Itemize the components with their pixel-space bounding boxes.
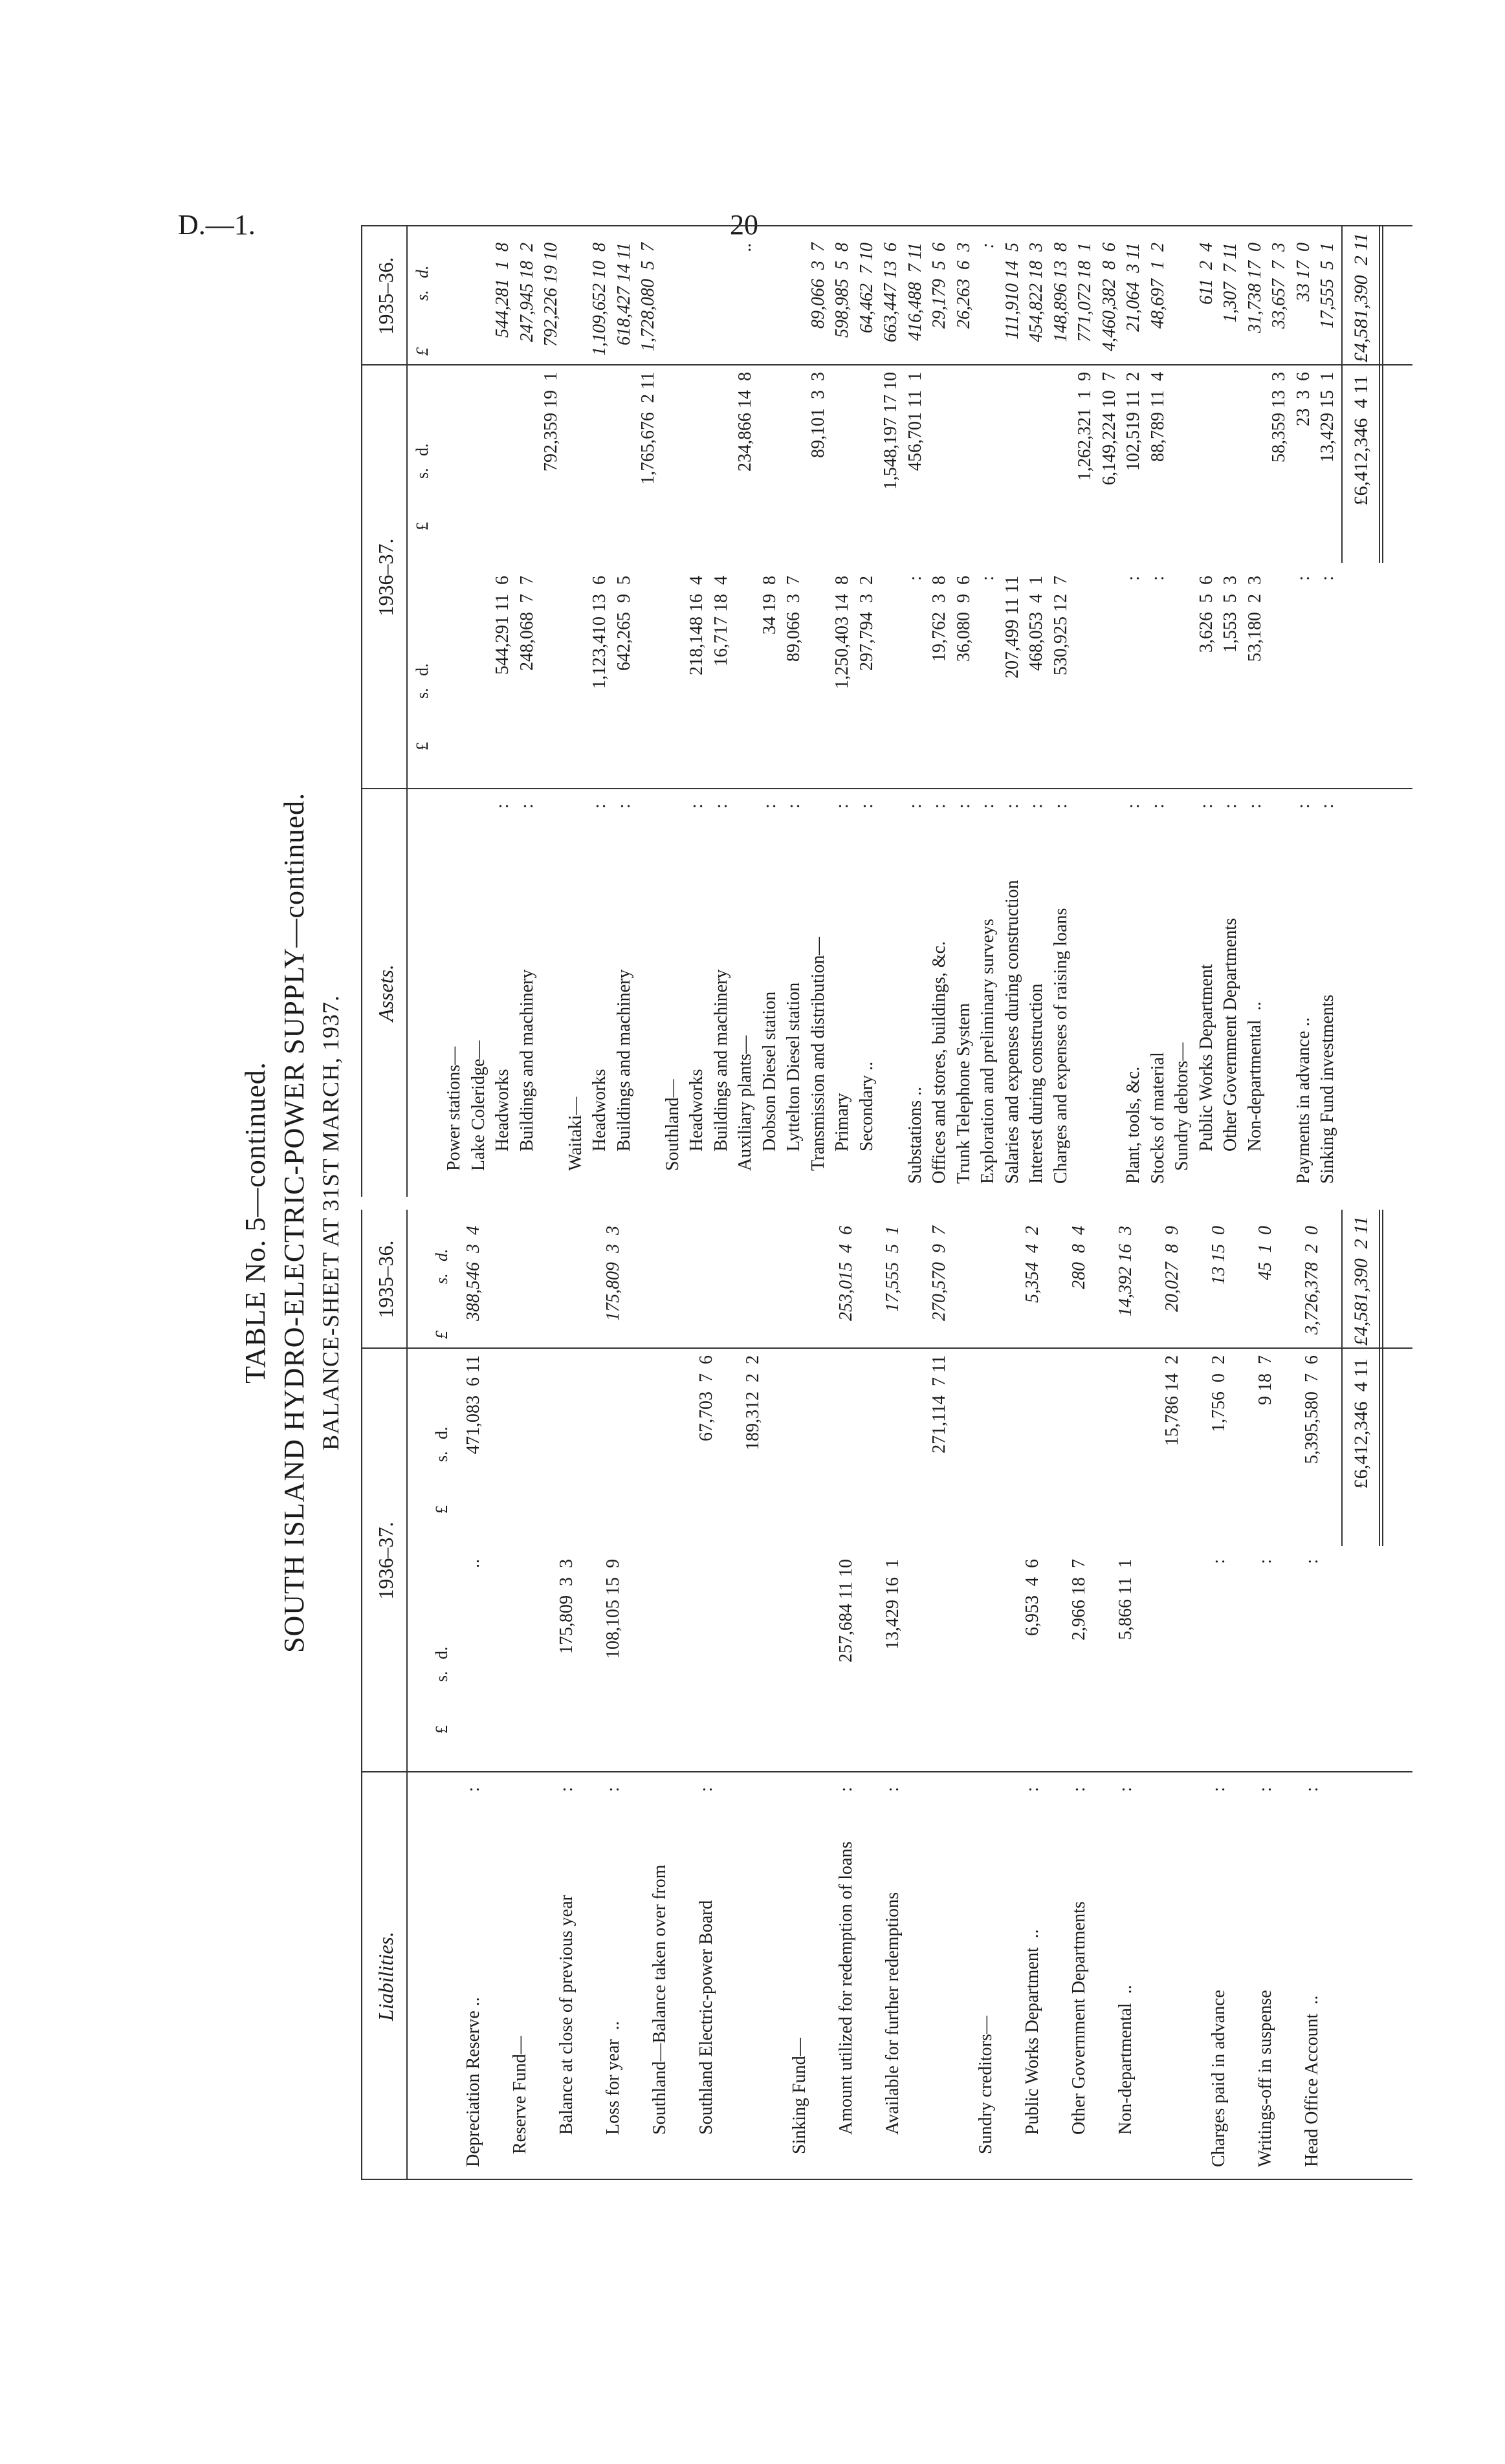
row-dots: :	[1115, 1787, 1136, 1792]
row-dots: :	[463, 1787, 483, 1792]
row-prev: 663,447 13 6	[881, 243, 901, 342]
row-inner: :	[978, 576, 998, 581]
row-outer: 9 18 7	[1255, 1355, 1275, 1405]
unit-label: £	[432, 1331, 451, 1339]
row-outer: 471,083 6 11	[463, 1355, 483, 1454]
row-dots: :	[1026, 803, 1046, 809]
document-reference: D.—1.	[178, 209, 256, 241]
total-double-rule	[1379, 1210, 1380, 1546]
row-prev: 20,027 8 9	[1162, 1226, 1182, 1312]
column-rule	[361, 1347, 1412, 1349]
row-label: Charges paid in advance	[1209, 1990, 1229, 2167]
liabilities-table	[361, 1210, 1412, 2180]
row-prev: 31,738 17 0	[1244, 243, 1265, 333]
row-prev: 111,910 14 5	[1002, 243, 1022, 340]
row-inner: ..	[463, 1559, 483, 1568]
row-dots: :	[492, 803, 512, 809]
row-outer: 23 3 6	[1293, 372, 1313, 426]
row-label: Headworks	[687, 1069, 707, 1151]
assets-table	[361, 226, 1412, 1197]
row-inner: 2,966 18 7	[1069, 1559, 1089, 1641]
row-label: Public Works Department ..	[1022, 1929, 1042, 2135]
row-inner: 257,684 11 10	[836, 1559, 856, 1663]
total-double-rule	[1379, 226, 1380, 563]
unit-label: s.	[432, 1273, 451, 1284]
column-heading-1936-37: 1936–37.	[374, 538, 397, 616]
row-inner: 530,925 12 7	[1050, 576, 1071, 675]
row-prev: 13 15 0	[1209, 1226, 1229, 1285]
column-heading-liabilities: Liabilities.	[374, 1932, 397, 2021]
row-inner: 248,068 7 7	[516, 576, 537, 671]
row-prev: 3,726,378 2 0	[1302, 1226, 1322, 1335]
row-dots: :	[929, 803, 949, 809]
row-prev: 1,728,080 5 7	[638, 243, 658, 351]
row-dots: :	[1317, 803, 1337, 809]
row-inner: 89,066 3 7	[784, 576, 804, 662]
row-prev: 454,822 18 3	[1026, 243, 1046, 342]
row-dots: :	[1293, 803, 1313, 809]
row-prev: 618,427 14 11	[613, 243, 634, 345]
row-label: Headworks	[492, 1069, 512, 1151]
row-inner: 544,291 11 6	[492, 576, 512, 675]
row-prev: 1,109,652 10 8	[589, 243, 610, 356]
row-outer: 271,114 7 11	[929, 1355, 949, 1454]
row-label: Buildings and machinery	[613, 969, 634, 1151]
row-outer: 67,703 7 6	[696, 1355, 716, 1441]
row-label: Writings-off in suspense	[1255, 1990, 1275, 2167]
row-prev: 33 17 0	[1293, 243, 1313, 301]
row-label: Sundry creditors—	[976, 2016, 996, 2154]
row-inner: 175,809 3 3	[556, 1559, 577, 1654]
row-label: Waitaki—	[565, 1096, 586, 1171]
row-dots: :	[1022, 1787, 1042, 1792]
row-dots: :	[516, 803, 537, 809]
table-top-rule	[361, 1210, 362, 2180]
row-prev: 416,488 7 11	[905, 243, 925, 341]
row-inner: 108,105 15 9	[603, 1559, 623, 1659]
row-prev: 21,064 3 11	[1123, 243, 1143, 332]
row-label: Stocks of material	[1147, 1052, 1168, 1184]
row-prev: 33,657 7 3	[1269, 243, 1289, 329]
row-inner: 36,080 9 6	[953, 576, 974, 662]
row-prev: 253,015 4 6	[836, 1226, 856, 1321]
row-label: Non-departmental ..	[1244, 1001, 1265, 1151]
column-rule	[361, 364, 1412, 365]
row-label: Power stations—	[444, 1046, 464, 1171]
row-outer: 89,101 3 3	[807, 372, 828, 458]
row-inner: 218,148 16 4	[687, 576, 707, 675]
row-label: Southland—Balance taken over from	[650, 1864, 670, 2135]
row-label: Buildings and machinery	[710, 969, 731, 1151]
row-label: Lyttelton Diesel station	[784, 982, 804, 1151]
column-heading-assets: Assets.	[374, 965, 397, 1021]
row-label: Auxiliary plants—	[735, 1035, 755, 1171]
row-dots: :	[1069, 1787, 1089, 1792]
row-outer: 88,789 11 4	[1147, 372, 1168, 462]
total-rule	[1341, 1210, 1343, 1546]
row-dots: :	[832, 803, 852, 809]
row-prev: 45 1 0	[1255, 1226, 1275, 1280]
row-inner: :	[1317, 576, 1337, 581]
row-label: Exploration and preliminary surveys	[978, 919, 998, 1184]
row-prev: 280 8 4	[1069, 1226, 1089, 1289]
rotated-balance-sheet	[215, 188, 1412, 2258]
row-inner: :	[1147, 576, 1168, 581]
row-label: Primary	[832, 1093, 852, 1151]
row-prev: 544,281 1 8	[492, 243, 512, 338]
unit-label: £	[413, 742, 432, 750]
row-label: Interest during construction	[1026, 983, 1046, 1184]
row-dots: :	[1302, 1787, 1322, 1792]
row-inner: 642,265 9 5	[613, 576, 634, 671]
unit-label: d.	[413, 663, 432, 676]
row-prev: 611 2 4	[1196, 243, 1216, 305]
column-rule	[361, 225, 1412, 226]
row-label: Dobson Diesel station	[759, 991, 780, 1151]
row-label: Depreciation Reserve ..	[463, 1997, 483, 2167]
unit-label: d.	[432, 1248, 451, 1261]
row-dots: :	[613, 803, 634, 809]
row-prev: ..	[735, 243, 755, 252]
row-inner: 5,866 11 1	[1115, 1559, 1136, 1640]
row-dots: :	[883, 1787, 903, 1792]
unit-label: s.	[413, 688, 432, 699]
assets-total-1936-37: £6,412,346 4 11	[1350, 375, 1372, 506]
row-inner: 13,429 16 1	[883, 1559, 903, 1650]
row-label: Public Works Department	[1196, 964, 1216, 1151]
row-prev: 175,809 3 3	[603, 1226, 623, 1321]
unit-label: s.	[432, 1671, 451, 1682]
row-dots: :	[1196, 803, 1216, 809]
column-rule	[361, 788, 1412, 789]
row-label: Trunk Telephone System	[953, 1003, 974, 1184]
table-top-rule	[361, 226, 362, 1197]
row-dots: :	[710, 803, 731, 809]
row-label: Plant, tools, &c.	[1123, 1066, 1143, 1184]
unit-label: £	[432, 1505, 451, 1514]
row-outer: 1,765,676 2 11	[638, 372, 658, 485]
column-heading-1935-36: 1935–36.	[374, 257, 397, 335]
total-double-rule	[1382, 226, 1383, 563]
row-dots: :	[759, 803, 780, 809]
row-label: Payments in advance ..	[1293, 1017, 1313, 1184]
unit-label: d.	[413, 443, 432, 456]
row-dots: :	[978, 803, 998, 809]
row-dots: :	[603, 1787, 623, 1792]
table-subtitle: BALANCE-SHEET AT 31ST MARCH, 1937.	[318, 994, 344, 1451]
row-prev: 89,066 3 7	[807, 243, 828, 329]
row-dots: :	[1147, 803, 1168, 809]
row-inner: 468,053 4 1	[1026, 576, 1046, 671]
header-rule	[406, 226, 408, 1197]
row-dots: :	[856, 803, 877, 809]
unit-label: s.	[432, 1451, 451, 1462]
table-title: SOUTH ISLAND HYDRO-ELECTRIC-POWER SUPPLY—continued.	[278, 792, 310, 1653]
row-outer: 456,701 11 1	[905, 372, 925, 471]
row-dots: :	[784, 803, 804, 809]
unit-label: £	[432, 1725, 451, 1734]
row-inner: 34 19 8	[759, 576, 780, 635]
header-rule	[406, 1210, 408, 2180]
row-prev: 64,462 7 10	[856, 243, 877, 333]
column-heading-1935-36: 1935–36.	[374, 1240, 397, 1318]
row-outer: 1,756 0 2	[1209, 1355, 1229, 1432]
row-prev: 270,570 9 7	[929, 1226, 949, 1321]
unit-label: d.	[432, 1646, 451, 1659]
row-label: Transmission and distribution—	[807, 937, 828, 1171]
table-number: TABLE No. 5—continued.	[239, 1062, 271, 1384]
row-label: Other Government Departments	[1220, 918, 1240, 1151]
row-prev: 17,555 5 1	[1317, 243, 1337, 329]
row-inner: 53,180 2 3	[1244, 576, 1265, 662]
row-inner: :	[905, 576, 925, 581]
row-dots: :	[1002, 803, 1022, 809]
row-prev: 4,460,382 8 6	[1099, 243, 1119, 351]
row-inner: :	[1255, 1559, 1275, 1564]
unit-label: s.	[413, 468, 432, 479]
unit-label: d.	[432, 1426, 451, 1439]
row-prev: 5,354 4 2	[1022, 1226, 1042, 1303]
row-dots: :	[836, 1787, 856, 1792]
row-dots: :	[1220, 803, 1240, 809]
row-label: Southland Electric-power Board	[696, 1900, 716, 2135]
row-outer: 15,786 14 2	[1162, 1355, 1182, 1446]
row-prev: :	[978, 243, 998, 249]
page-number: 20	[730, 209, 758, 241]
row-prev: 388,546 3 4	[463, 1226, 483, 1321]
row-prev: 29,179 5 6	[929, 243, 949, 329]
row-prev: 14,392 16 3	[1115, 1226, 1136, 1316]
row-label: Loss for year ..	[603, 2021, 623, 2135]
total-double-rule	[1382, 1210, 1383, 1546]
row-label: Sinking Fund—	[789, 2038, 809, 2154]
row-label: Reserve Fund—	[510, 2036, 530, 2154]
row-outer: 5,395,580 7 6	[1302, 1355, 1322, 1464]
row-dots: :	[1123, 803, 1143, 809]
row-inner: :	[1123, 576, 1143, 581]
row-outer: 1,548,197 17 10	[881, 372, 901, 490]
row-label: Sundry debtors—	[1172, 1042, 1192, 1171]
row-outer: 6,149,224 10 7	[1099, 372, 1119, 485]
row-dots: :	[1255, 1787, 1275, 1792]
row-inner: 207,499 11 11	[1002, 576, 1022, 679]
row-label: Salaries and expenses during construction	[1002, 880, 1022, 1184]
row-label: Headworks	[589, 1069, 610, 1151]
row-prev: 792,226 19 10	[541, 243, 561, 347]
row-prev: 148,896 13 8	[1050, 243, 1071, 342]
row-outer: 234,866 14 8	[735, 372, 755, 472]
row-prev: 247,945 18 2	[516, 243, 537, 342]
row-label: Offices and stores, buildings, &c.	[929, 941, 949, 1184]
row-inner: 16,717 18 4	[710, 576, 731, 666]
column-heading-1936-37: 1936–37.	[374, 1521, 397, 1600]
row-prev: 26,263 6 3	[953, 243, 974, 329]
row-inner: 1,553 5 3	[1220, 576, 1240, 653]
row-dots: :	[905, 803, 925, 809]
column-rule	[361, 1771, 1412, 1772]
row-prev: 1,307 7 11	[1220, 243, 1240, 323]
row-inner: 6,953 4 6	[1022, 1559, 1042, 1636]
assets-total-1935-36: £4,581,390 2 11	[1350, 233, 1372, 363]
row-dots: :	[1244, 803, 1265, 809]
row-outer: 58,359 13 3	[1269, 372, 1289, 463]
unit-label: s.	[413, 290, 432, 301]
row-label: Available for further redemptions	[883, 1892, 903, 2135]
row-label: Buildings and machinery	[516, 969, 537, 1151]
row-prev: 771,072 18 1	[1075, 243, 1095, 342]
row-dots: :	[687, 803, 707, 809]
row-label: Amount utilized for redemption of loans	[836, 1841, 856, 2135]
row-label: Balance at close of previous year	[556, 1895, 577, 2135]
row-label: Head Office Account ..	[1302, 1995, 1322, 2167]
row-dots: :	[953, 803, 974, 809]
row-inner: :	[1293, 576, 1313, 581]
row-outer: 1,262,321 1 9	[1075, 372, 1095, 481]
row-dots: :	[556, 1787, 577, 1792]
row-dots: :	[1209, 1787, 1229, 1792]
row-label: Charges and expenses of raising loans	[1050, 908, 1071, 1184]
row-label: Lake Coleridge—	[468, 1040, 489, 1171]
row-label: Secondary ..	[856, 1061, 877, 1151]
column-rule	[361, 2179, 1412, 2180]
row-dots: :	[1050, 803, 1071, 809]
row-prev: 48,697 1 2	[1147, 243, 1168, 329]
row-dots: :	[696, 1787, 716, 1792]
row-inner: 1,123,410 13 6	[589, 576, 610, 689]
row-inner: :	[1209, 1559, 1229, 1564]
row-prev: 598,985 5 8	[832, 243, 852, 338]
row-label: Southland—	[662, 1079, 683, 1171]
row-label: Other Government Departments	[1069, 1901, 1089, 2135]
row-label: Sinking Fund investments	[1317, 994, 1337, 1184]
unit-label: £	[413, 347, 432, 356]
row-inner: 19,762 3 8	[929, 576, 949, 662]
row-outer: 13,429 15 1	[1317, 372, 1337, 463]
total-rule	[1341, 226, 1343, 563]
row-inner: :	[1302, 1559, 1322, 1564]
liabilities-total-1936-37: £6,412,346 4 11	[1350, 1358, 1372, 1489]
unit-label: d.	[413, 265, 432, 278]
row-label: Substations ..	[905, 1086, 925, 1184]
unit-label: £	[413, 522, 432, 530]
row-inner: 3,626 5 6	[1196, 576, 1216, 653]
row-label: Non-departmental ..	[1115, 1985, 1136, 2135]
liabilities-total-1935-36: £4,581,390 2 11	[1350, 1216, 1372, 1346]
row-inner: 1,250,403 14 8	[832, 576, 852, 689]
row-dots: :	[589, 803, 610, 809]
row-outer: 189,312 2 2	[743, 1355, 763, 1450]
row-outer: 792,359 19 1	[541, 372, 561, 472]
row-prev: 17,555 5 1	[883, 1226, 903, 1312]
row-inner: 297,794 3 2	[856, 576, 877, 671]
row-outer: 102,519 11 2	[1123, 372, 1143, 471]
